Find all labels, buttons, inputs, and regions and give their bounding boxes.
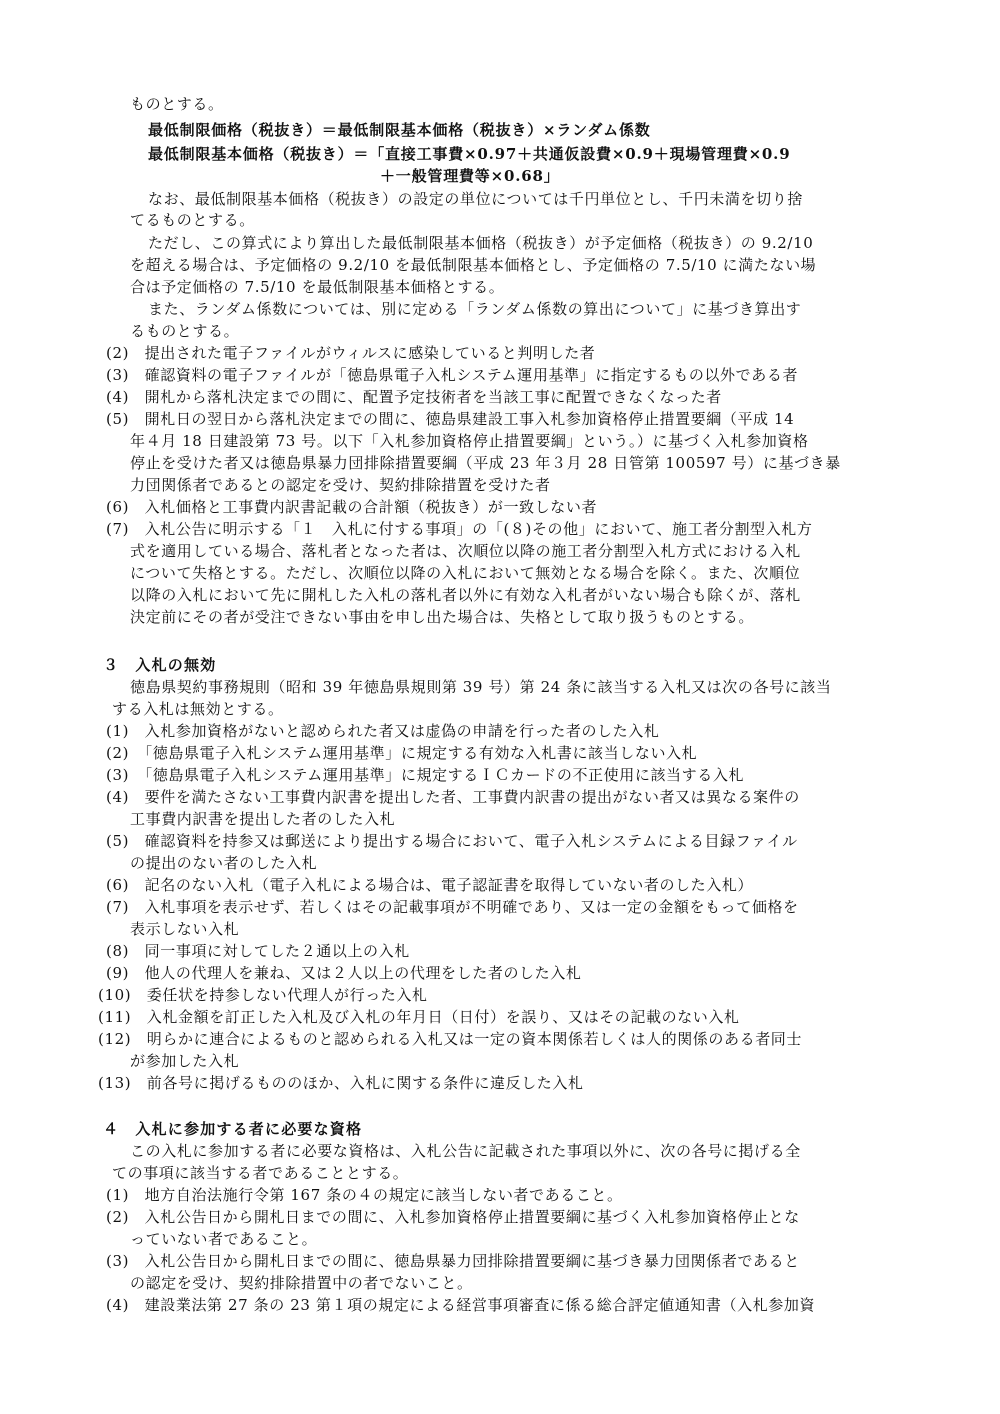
list-item: (1) 入札参加資格がないと認められた者又は虚偽の申請を行った者のした入札 xyxy=(106,722,660,740)
text-line: が参加した入札 xyxy=(130,1052,240,1070)
text-line: ての事項に該当する者であることとする。 xyxy=(112,1164,409,1182)
text-line: 停止を受けた者又は徳島県暴力団排除措置要綱（平成 23 年３月 28 日管第 100597 号）に基づき暴 xyxy=(130,454,841,472)
list-item: (4) 要件を満たさない工事費内訳書を提出した者、工事費内訳書の提出がない者又は異なる案件の xyxy=(106,788,800,806)
list-item: (10) 委任状を持参しない代理人が行った入札 xyxy=(98,986,428,1004)
list-item: (1) 地方自治法施行令第 167 条の４の規定に該当しない者であること。 xyxy=(106,1186,623,1204)
list-item: (2) 「徳島県電子入札システム運用基準」に規定する有効な入札書に該当しない入札 xyxy=(106,744,698,762)
text-line: する入札は無効とする。 xyxy=(112,700,284,718)
list-item: (3) 入札公告日から開札日までの間に、徳島県暴力団排除措置要綱に基づき暴力団関係者であると xyxy=(106,1252,800,1270)
formula-line: ＋一般管理費等×0.68」 xyxy=(380,167,560,185)
list-item: (9) 他人の代理人を兼ね、又は２人以上の代理をした者のした入札 xyxy=(106,964,582,982)
list-item: (11) 入札金額を訂正した入札及び入札の年月日（日付）を誤り、又はその記載のない入札 xyxy=(98,1008,740,1026)
list-item: (3) 「徳島県電子入札システム運用基準」に規定するＩＣカードの不正使用に該当する入札 xyxy=(106,766,745,784)
text-line: 表示しない入札 xyxy=(130,920,240,938)
text-line: について失格とする。ただし、次順位以降の入札において無効となる場合を除く。また、次順位 xyxy=(130,564,801,582)
list-item: (2) 入札公告日から開札日までの間に、入札参加資格停止措置要綱に基づく入札参加資格停止とな xyxy=(106,1208,800,1226)
text-line: ただし、この算式により算出した最低制限基本価格（税抜き）が予定価格（税抜き）の 9.2/10 xyxy=(148,234,814,252)
list-item: (5) 確認資料を持参又は郵送により提出する場合において、電子入札システムによる目録ファイル xyxy=(106,832,798,850)
text-line: っていない者であること。 xyxy=(130,1230,318,1248)
text-line: この入札に参加する者に必要な資格は、入札公告に記載された事項以外に、次の各号に掲げる全 xyxy=(130,1142,801,1160)
text-line: 力団関係者であるとの認定を受け、契約排除措置を受けた者 xyxy=(130,476,551,494)
text-line: 式を適用している場合、落札者となった者は、次順位以降の施工者分割型入札方式における入札 xyxy=(130,542,801,560)
list-item: (12) 明らかに連合によるものと認められる入札又は一定の資本関係若しくは人的関係のある者同士 xyxy=(98,1030,802,1048)
text-line: の認定を受け、契約排除措置中の者でないこと。 xyxy=(130,1274,473,1292)
text-line: てるものとする。 xyxy=(130,211,255,229)
list-item: (6) 入札価格と工事費内訳書記載の合計額（税抜き）が一致しない者 xyxy=(106,498,598,516)
list-item: (4) 建設業法第 27 条の 23 第１項の規定による経営事項審査に係る総合評定値通知書（入札参加資 xyxy=(106,1296,816,1314)
text-line: 工事費内訳書を提出した者のした入札 xyxy=(130,810,396,828)
text-line: 決定前にその者が受注できない事由を申し出た場合は、失格として取り扱うものとする。 xyxy=(130,608,755,626)
list-item: (7) 入札事項を表示せず、若しくはその記載事項が不明確であり、又は一定の金額をもって価格を xyxy=(106,898,799,916)
text-line: るものとする。 xyxy=(130,322,240,340)
list-item: (6) 記名のない入札（電子入札による場合は、電子認証書を取得していない者のした入札） xyxy=(106,876,754,894)
text-line: 年４月 18 日建設第 73 号。以下「入札参加資格停止措置要綱」という。）に基づく入札参加資格 xyxy=(130,432,809,450)
list-item: (13) 前各号に掲げるもののほか、入札に関する条件に違反した入札 xyxy=(98,1074,584,1092)
text-line: を超える場合は、予定価格の 9.2/10 を最低制限基本価格とし、予定価格の 7.5/10 に満たない場 xyxy=(130,256,817,274)
text-line: の提出のない者のした入札 xyxy=(130,854,318,872)
text-line: 徳島県契約事務規則（昭和 39 年徳島県規則第 39 号）第 24 条に該当する入札又は次の各号に該当 xyxy=(130,678,832,696)
list-item: (2) 提出された電子ファイルがウィルスに感染していると判明した者 xyxy=(106,344,596,362)
list-item: (5) 開札日の翌日から落札決定までの間に、徳島県建設工事入札参加資格停止措置要綱（平成 14 xyxy=(106,410,795,428)
list-item: (4) 開札から落札決定までの間に、配置予定技術者を当該工事に配置できなくなった者 xyxy=(106,388,722,406)
list-item: (3) 確認資料の電子ファイルが「徳島県電子入札システム運用基準」に指定するもの以外である者 xyxy=(106,366,799,384)
section-heading: ４ 入札に参加する者に必要な資格 xyxy=(103,1120,363,1138)
formula-line: 最低制限基本価格（税抜き）＝「直接工事費×0.97＋共通仮設費×0.9＋現場管理費×0.9 xyxy=(148,145,791,163)
list-item: (7) 入札公告に明示する「１ 入札に付する事項」の「(８)その他」において、施工者分割型入札方 xyxy=(106,520,813,538)
formula-line: 最低制限価格（税抜き）＝最低制限基本価格（税抜き）×ランダム係数 xyxy=(148,121,651,139)
text-line: ものとする。 xyxy=(130,95,224,113)
text-line: なお、最低制限基本価格（税抜き）の設定の単位については千円単位とし、千円未満を切り捨 xyxy=(148,190,803,208)
text-line: 合は予定価格の 7.5/10 を最低制限基本価格とする。 xyxy=(130,278,505,296)
list-item: (8) 同一事項に対してした２通以上の入札 xyxy=(106,942,410,960)
section-heading: ３ 入札の無効 xyxy=(103,656,217,674)
text-line: また、ランダム係数については、別に定める「ランダム係数の算出について」に基づき算出す xyxy=(148,300,802,318)
text-line: 以降の入札において先に開札した入札の落札者以外に有効な入札者がいない場合も除くが、落札 xyxy=(130,586,801,604)
